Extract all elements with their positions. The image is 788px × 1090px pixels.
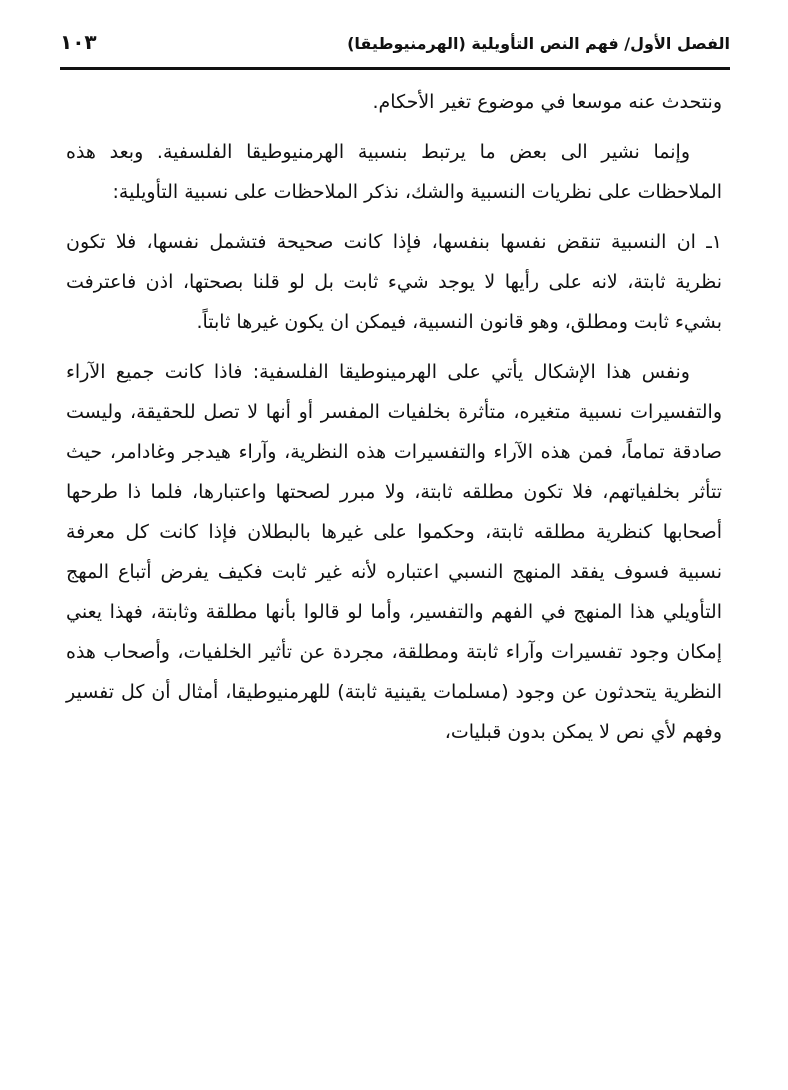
page-number: ١٠٣ xyxy=(60,30,97,54)
running-head: الفصل الأول/ فهم النص التأويلية (الهرمنيوطيقا) xyxy=(347,34,730,53)
paragraph: وإنما نشير الى بعض ما يرتبط بنسبية الهرمنيوطيقا الفلسفية. وبعد هذه الملاحظات على نظريات النسبية والشك، نذكر الملاحظات على نسبية التأويلية: xyxy=(66,141,722,203)
paragraph: ونتحدث عنه موسعا في موضوع تغير الأحكام. xyxy=(372,91,722,113)
page-header xyxy=(60,30,730,66)
paragraph: ١ـ ان النسبية تنقض نفسها بنفسها، فإذا كانت صحيحة فتشمل نفسها، فلا تكون نظرية ثابتة، لانه على رأيها لا يوجد شيء ثابت بل لو قلنا بصحتها، اذن فاعترفت بشيء ثابت ومطلق، وهو قانون النسبية، فيمكن ان يكون غيرها ثابتاً. xyxy=(66,231,722,333)
header-rule xyxy=(60,67,730,70)
body-text xyxy=(66,82,722,752)
paragraph: ونفس هذا الإشكال يأتي على الهرمينوطيقا الفلسفية: فاذا كانت جميع الآراء والتفسيرات نسبية متغيره، متأثرة بخلفيات المفسر أو أنها لا تصل للحقيقة، وليست صادقة تماماً، فمن هذه الآراء والتفسيرات هذه النظرية، وآراء هيدجر وغادامر، حيث تتأثر بخلفياتهم، فلا تكون مطلقه ثابتة، ولا مبرر لصحتها واعتبارها، فلما ذا طرحها أصحابها كنظرية مطلقه ثابتة، وحكموا على غيرها بالبطلان فإذا كانت كل معرفة نسبية فسوف يفقد المنهج النسبي اعتباره لأنه غير ثابت فكيف يفرض أتباع المهج التأويلي هذا المنهج في الفهم والتفسير، وأما لو قالوا بأنها مطلقة وثابتة، فهذا يعني إمكان وجود تفسيرات وآراء ثابتة ومطلقة، مجردة عن تأثير الخلفيات، وأصحاب هذه النظرية يتحدثون عن وجود (مسلمات يقينية ثابتة) للهرمنيوطيقا، أمثال أن كل تفسير وفهم لأي نص لا يمكن بدون قبليات، xyxy=(66,361,722,743)
